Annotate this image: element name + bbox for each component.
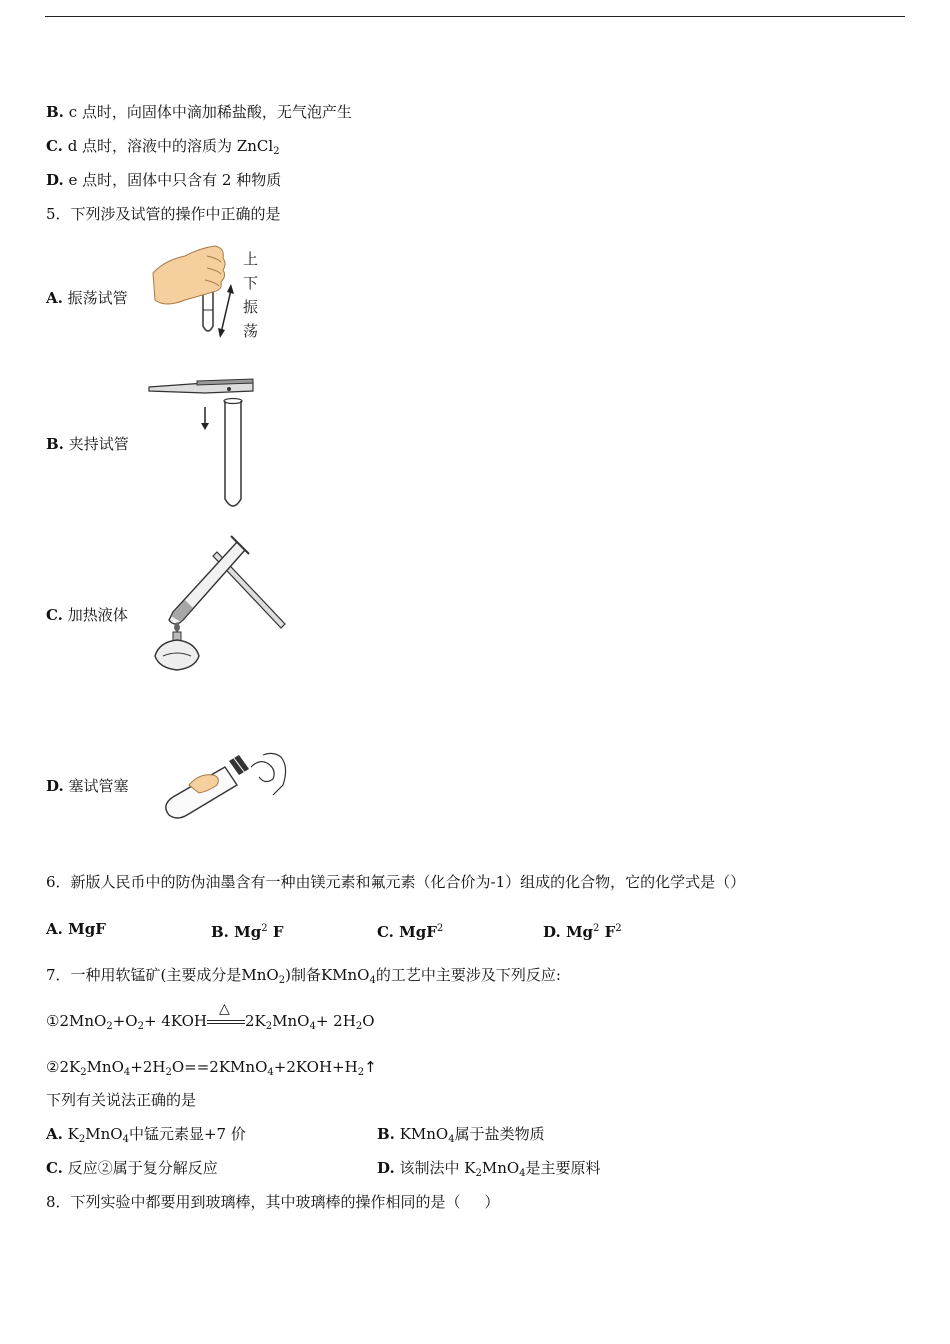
q6-option-d: D. Mg$^2$ $F^2$: [543, 923, 622, 941]
q5-stem: 5．下列涉及试管的操作中正确的是: [46, 205, 281, 223]
q5-option-b: B. 夹持试管: [46, 435, 129, 453]
q7-stem: 7．一种用软锰矿(主要成分是MnO$_2$)制备KMnO$_4$的工艺中主要涉及下列反应:: [46, 966, 561, 986]
heat-symbol: △: [219, 1001, 230, 1017]
reaction-condition: [207, 1001, 245, 1031]
reaction-1: $①2MnO_2+O_2+ 4KOH$ △ $2K_2MnO_4+ 2H_2O$: [46, 1001, 375, 1032]
q7-option-c: C. 反应②属于复分解反应: [46, 1159, 218, 1177]
q7-option-a: A. $K_2MnO_4$中锰元素显+7 价: [46, 1125, 246, 1145]
annotation-char: 荡: [243, 322, 259, 340]
q7-prompt: 下列有关说法正确的是: [46, 1091, 197, 1109]
q5-option-c: C. 加热液体: [46, 606, 128, 624]
q7-option-d: D. 该制法中 $K_2MnO_4$是主要原料: [377, 1159, 601, 1179]
q6-option-b: B. Mg$^2$ F: [211, 923, 284, 941]
q6-option-a: A. MgF: [46, 920, 106, 938]
stopper-tube-figure: [155, 745, 295, 825]
shake-test-tube-figure: [145, 238, 275, 343]
q4-option-c: C. d 点时，溶液中的溶质为 ZnCl$_2$: [46, 137, 280, 157]
reaction-2: $②2K_2MnO_4+2H_2O==2KMnO_4+2KOH+H_2↑$: [46, 1058, 377, 1078]
q4-option-d: D. e 点时，固体中只含有 2 种物质: [46, 171, 282, 189]
q6-option-c: C. MgF$^2$: [377, 923, 444, 941]
header-rule: [45, 16, 905, 17]
q5-option-d: D. 塞试管塞: [46, 777, 129, 795]
hold-test-tube-figure: [145, 375, 260, 515]
gas-arrow: ↑: [364, 1058, 377, 1076]
annotation-char: 振: [243, 298, 259, 316]
q6-stem: 6．新版人民币中的防伪油墨含有一种由镁元素和氟元素（化合价为-1）组成的化合物，它的化学式是（）: [46, 873, 746, 891]
heat-liquid-figure: [145, 532, 295, 677]
q7-option-b: B. KMnO$_4$属于盐类物质: [377, 1125, 545, 1145]
equals-bar: [207, 1020, 245, 1021]
q5-option-a: A. 振荡试管: [46, 289, 128, 307]
equals-bar: [207, 1023, 245, 1024]
q4-option-b: B. c 点时，向固体中滴加稀盐酸，无气泡产生: [46, 103, 352, 121]
annotation-char: 上: [243, 250, 259, 268]
annotation-char: 下: [243, 274, 259, 292]
q8-stem: 8．下列实验中都要用到玻璃棒，其中玻璃棒的操作相同的是（ ）: [46, 1193, 500, 1211]
